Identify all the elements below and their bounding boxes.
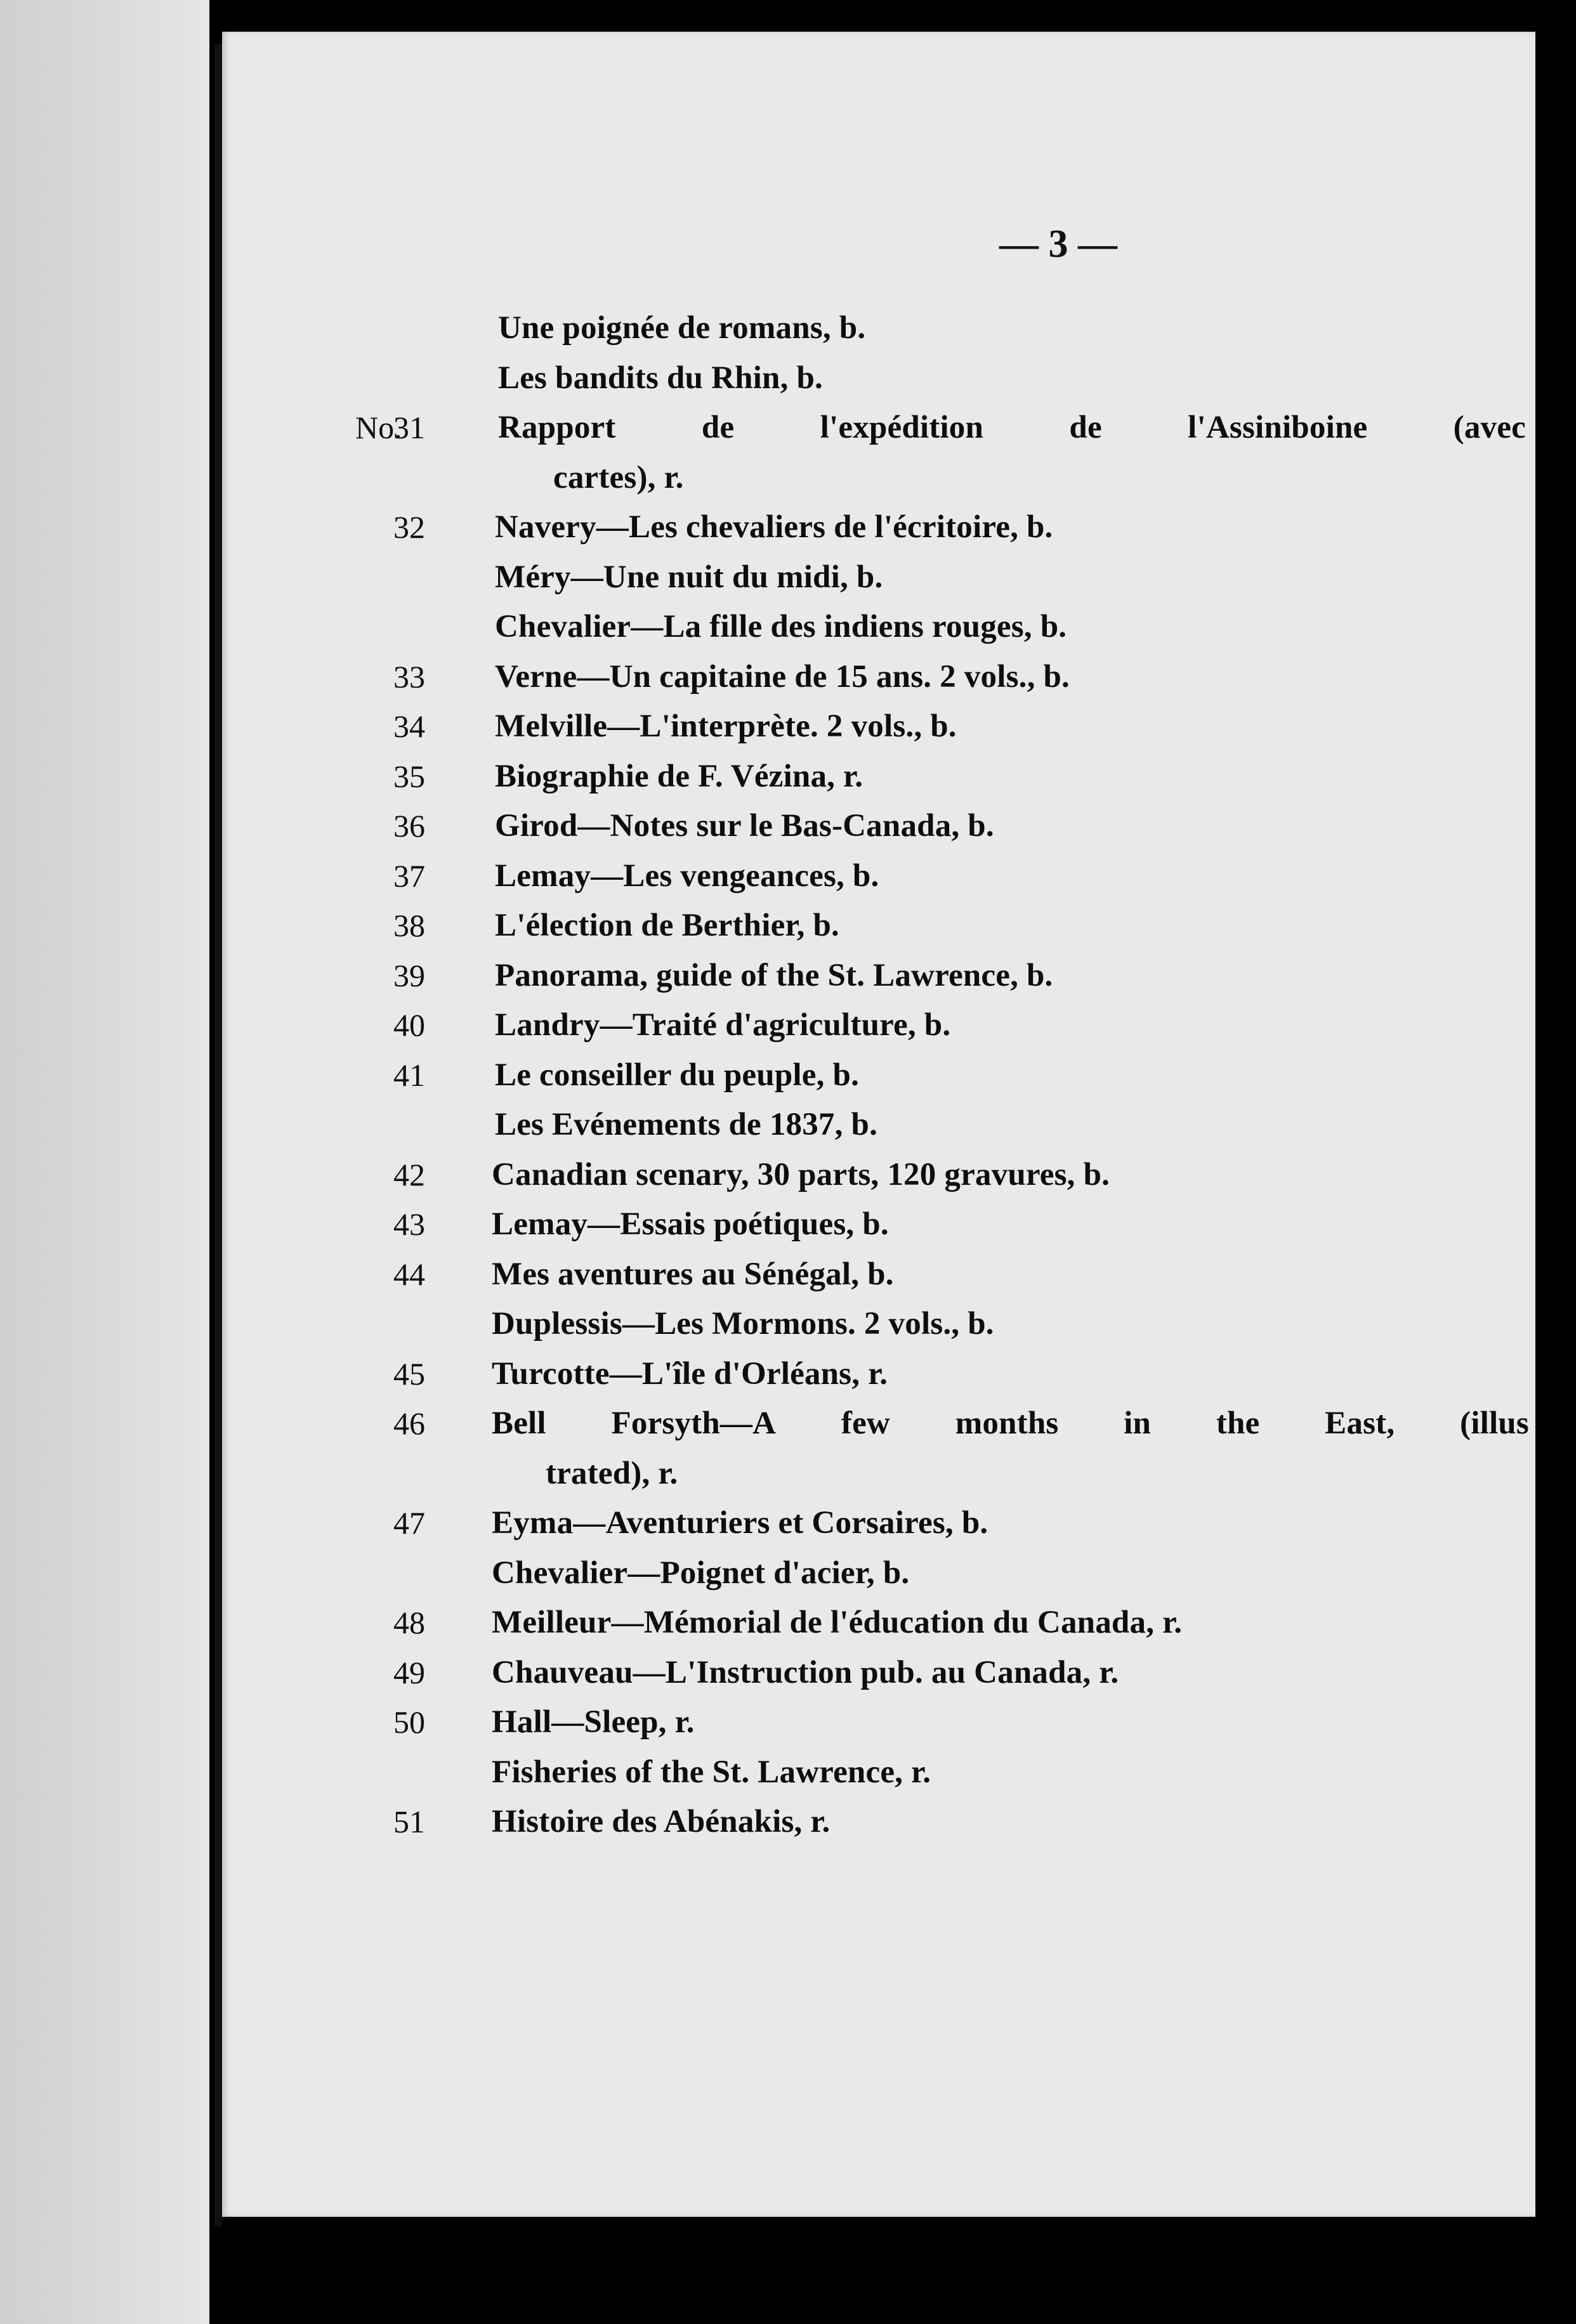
entry-text: Fisheries of the St. Lawrence, r. [492, 1754, 931, 1790]
entry-text: Rapport de l'expédition de l'Assiniboine (avec [498, 410, 1526, 445]
catalogue-entry [222, 951, 1535, 1001]
entry-number: 47 [393, 1505, 425, 1541]
entry-text: Lemay—Les vengeances, b. [495, 858, 879, 894]
entry-text: Navery—Les chevaliers de l'écritoire, b. [495, 509, 1053, 545]
entry-text: Une poignée de romans, b. [498, 310, 866, 346]
entry-number: 41 [393, 1057, 425, 1093]
entry-number: 35 [393, 758, 425, 794]
catalogue-entry [222, 901, 1535, 951]
catalogue-entry [222, 1100, 1535, 1150]
entry-text: Canadian scenary, 30 parts, 120 gravures, b. [492, 1156, 1110, 1192]
document-page [222, 32, 1535, 2217]
catalogue-entry [222, 652, 1535, 702]
catalogue-entry [222, 1797, 1535, 1847]
entry-text: Duplessis—Les Mormons. 2 vols., b. [492, 1306, 994, 1342]
entry-number: 51 [393, 1804, 425, 1839]
entry-text: Histoire des Abénakis, r. [492, 1804, 831, 1839]
catalogue-entry [222, 1648, 1535, 1698]
entry-prefix: No. [355, 410, 402, 445]
catalogue-list [222, 303, 1535, 1847]
entry-text: Hall—Sleep, r. [492, 1704, 695, 1740]
entry-text: Panorama, guide of the St. Lawrence, b. [495, 957, 1053, 993]
entry-text: Eyma—Aventuriers et Corsaires, b. [492, 1505, 988, 1541]
catalogue-entry [222, 453, 1535, 503]
catalogue-entry [222, 1449, 1535, 1499]
entry-number: 39 [393, 957, 425, 993]
entry-number: 36 [393, 808, 425, 844]
catalogue-entry [222, 1399, 1535, 1449]
entry-number: 50 [393, 1704, 425, 1740]
catalogue-entry [222, 552, 1535, 603]
catalogue-entry [222, 403, 1535, 453]
catalogue-entry [222, 1498, 1535, 1548]
entry-text: Girod—Notes sur le Bas-Canada, b. [495, 808, 994, 844]
entry-text: Les Evénements de 1837, b. [495, 1107, 878, 1142]
entry-number: 32 [393, 509, 425, 545]
entry-text: Biographie de F. Vézina, r. [495, 758, 864, 794]
catalogue-entry [222, 1697, 1535, 1747]
catalogue-entry [222, 1199, 1535, 1250]
entry-text: Les bandits du Rhin, b. [498, 360, 824, 396]
entry-text: Chauveau—L'Instruction pub. au Canada, r. [492, 1654, 1119, 1690]
entry-number: 45 [393, 1355, 425, 1392]
entry-text: Le conseiller du peuple, b. [495, 1057, 860, 1093]
entry-text: Turcotte—L'île d'Orléans, r. [492, 1355, 888, 1392]
entry-text: Verne—Un capitaine de 15 ans. 2 vols., b. [495, 658, 1070, 695]
entry-number: 46 [393, 1406, 425, 1441]
catalogue-entry [222, 602, 1535, 652]
entry-number: 49 [393, 1654, 425, 1690]
catalogue-entry [222, 353, 1535, 403]
entry-text: trated), r. [546, 1455, 678, 1491]
previous-page-edge [0, 0, 209, 2324]
entry-text: Landry—Traité d'agriculture, b. [495, 1007, 951, 1043]
entry-text: Lemay—Essais poétiques, b. [492, 1206, 889, 1242]
catalogue-entry [222, 851, 1535, 901]
entry-text: Chevalier—La fille des indiens rouges, b. [495, 609, 1067, 644]
catalogue-entry [222, 1349, 1535, 1399]
entry-text: Bell Forsyth—A few months in the East, (illus [492, 1406, 1529, 1441]
entry-number: 43 [393, 1206, 425, 1242]
entry-number: 31 [393, 410, 425, 445]
entry-text: Melville—L'interprète. 2 vols., b. [495, 708, 957, 744]
catalogue-entry [222, 752, 1535, 802]
catalogue-entry [222, 801, 1535, 851]
entry-number: 37 [393, 858, 425, 894]
entry-number: 48 [393, 1605, 425, 1640]
catalogue-entry [222, 702, 1535, 752]
catalogue-entry [222, 1000, 1535, 1050]
catalogue-entry [222, 1299, 1535, 1349]
catalogue-entry [222, 303, 1535, 353]
entry-number: 38 [393, 908, 425, 943]
entry-number: 42 [393, 1156, 425, 1192]
page-gutter [214, 44, 222, 2226]
catalogue-entry [222, 1747, 1535, 1798]
catalogue-entry [222, 1250, 1535, 1300]
entry-number: 44 [393, 1256, 425, 1292]
entry-number: 40 [393, 1007, 425, 1043]
entry-number: 34 [393, 708, 425, 744]
entry-text: Mes aventures au Sénégal, b. [492, 1256, 894, 1292]
entry-number: 33 [393, 658, 425, 695]
entry-text: Méry—Une nuit du midi, b. [495, 559, 883, 595]
entry-text: Meilleur—Mémorial de l'éducation du Canada, r. [492, 1605, 1183, 1640]
catalogue-entry [222, 1598, 1535, 1648]
page-number: — 3 — [999, 223, 1117, 266]
catalogue-entry [222, 1150, 1535, 1200]
catalogue-entry [222, 502, 1535, 552]
entry-text: Chevalier—Poignet d'acier, b. [492, 1555, 910, 1591]
catalogue-entry [222, 1050, 1535, 1100]
entry-text: cartes), r. [553, 459, 684, 495]
catalogue-entry [222, 1548, 1535, 1598]
entry-text: L'élection de Berthier, b. [495, 908, 839, 943]
